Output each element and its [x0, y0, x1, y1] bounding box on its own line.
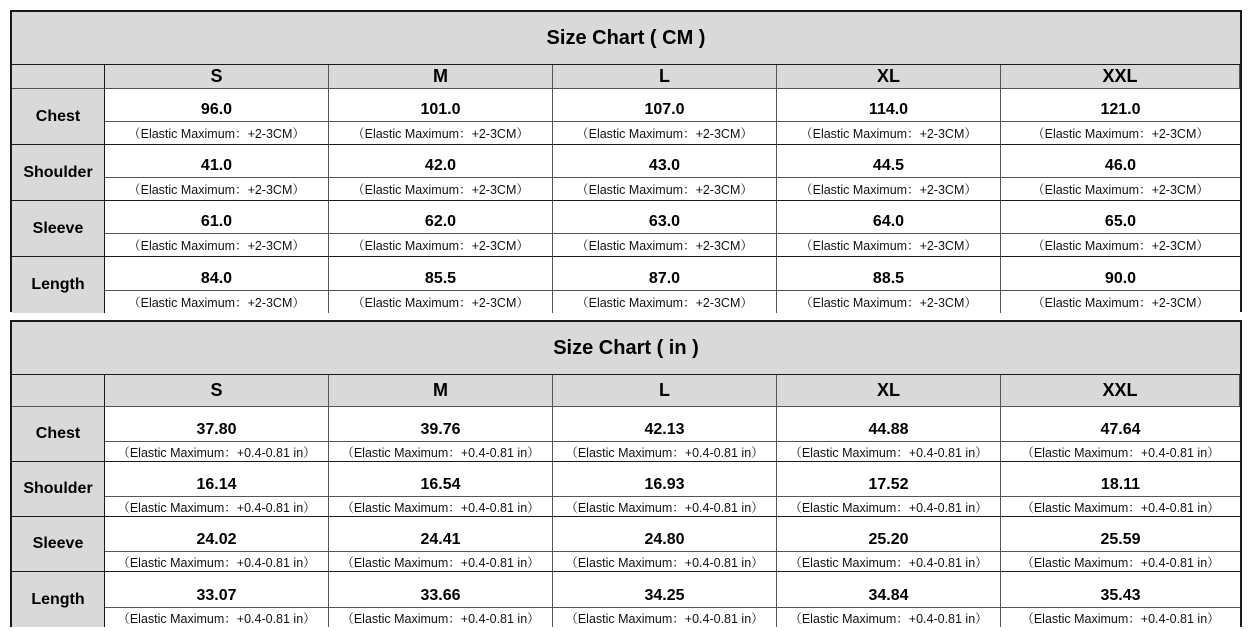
table-cell	[777, 201, 1001, 257]
cell-value: 46.0	[1104, 157, 1137, 174]
elastic-note: （Elastic Maximum：+0.4-0.81 in）	[553, 551, 776, 571]
cell-value: 34.84	[868, 587, 909, 604]
cell-value: 39.76	[420, 421, 461, 438]
cell-value: 61.0	[200, 213, 233, 230]
table-cell	[105, 89, 329, 145]
table-cell	[329, 407, 553, 462]
cell-value: 62.0	[424, 213, 457, 230]
cell-value: 114.0	[868, 101, 909, 118]
table-cell	[329, 89, 553, 145]
elastic-note: （Elastic Maximum：+0.4-0.81 in）	[777, 607, 1000, 627]
table-cell	[777, 257, 1001, 313]
elastic-note: （Elastic Maximum：+2-3CM）	[1001, 290, 1240, 313]
elastic-note: （Elastic Maximum：+2-3CM）	[1001, 121, 1240, 144]
size-chart-cm	[10, 10, 1242, 312]
table-cell	[553, 517, 777, 572]
table-cell	[105, 145, 329, 201]
cell-value: 47.64	[1100, 421, 1141, 438]
elastic-note: （Elastic Maximum：+0.4-0.81 in）	[105, 441, 328, 461]
table-cell	[105, 572, 329, 627]
size-header-m: M	[329, 375, 553, 407]
cell-value: 35.43	[1100, 587, 1141, 604]
chart-title: Size Chart ( in )	[12, 322, 1240, 375]
elastic-note: （Elastic Maximum：+2-3CM）	[329, 233, 552, 256]
elastic-note: （Elastic Maximum：+2-3CM）	[329, 290, 552, 313]
cell-value: 63.0	[648, 213, 681, 230]
size-chart-in	[10, 320, 1242, 627]
row-label-chest: Chest	[12, 89, 105, 145]
size-table	[12, 375, 1240, 627]
size-header-xl: XL	[777, 375, 1001, 407]
elastic-note: （Elastic Maximum：+0.4-0.81 in）	[553, 607, 776, 627]
table-cell	[1001, 572, 1240, 627]
row-label-shoulder: Shoulder	[12, 462, 105, 517]
table-cell	[777, 517, 1001, 572]
table-cell	[777, 407, 1001, 462]
cell-value: 84.0	[200, 270, 233, 287]
cell-value: 88.5	[872, 270, 905, 287]
table-cell	[553, 407, 777, 462]
elastic-note: （Elastic Maximum：+0.4-0.81 in）	[553, 441, 776, 461]
table-cell	[329, 572, 553, 627]
cell-value: 121.0	[1100, 101, 1141, 118]
cell-value: 65.0	[1104, 213, 1137, 230]
table-cell	[553, 572, 777, 627]
table-cell	[329, 145, 553, 201]
size-header-xxl: XXL	[1001, 375, 1240, 407]
cell-value: 44.5	[872, 157, 905, 174]
cell-value: 33.66	[420, 587, 461, 604]
elastic-note: （Elastic Maximum：+0.4-0.81 in）	[777, 551, 1000, 571]
elastic-note: （Elastic Maximum：+2-3CM）	[105, 121, 328, 144]
size-header-xxl: XXL	[1001, 65, 1240, 89]
elastic-note: （Elastic Maximum：+0.4-0.81 in）	[105, 607, 328, 627]
cell-value: 87.0	[648, 270, 681, 287]
cell-value: 16.14	[196, 476, 237, 493]
table-cell	[329, 257, 553, 313]
cell-value: 24.41	[420, 531, 461, 548]
elastic-note: （Elastic Maximum：+2-3CM）	[1001, 233, 1240, 256]
cell-value: 44.88	[868, 421, 909, 438]
cell-value: 16.93	[644, 476, 685, 493]
corner-cell	[12, 65, 105, 89]
cell-value: 42.13	[644, 421, 685, 438]
table-cell	[1001, 407, 1240, 462]
table-cell	[1001, 462, 1240, 517]
size-header-s: S	[105, 65, 329, 89]
table-cell	[105, 517, 329, 572]
chart-title: Size Chart ( CM )	[12, 12, 1240, 65]
table-cell	[553, 89, 777, 145]
cell-value: 24.80	[644, 531, 685, 548]
row-label-sleeve: Sleeve	[12, 517, 105, 572]
elastic-note: （Elastic Maximum：+2-3CM）	[553, 177, 776, 200]
cell-value: 18.11	[1100, 476, 1141, 493]
elastic-note: （Elastic Maximum：+0.4-0.81 in）	[329, 551, 552, 571]
table-cell	[553, 145, 777, 201]
elastic-note: （Elastic Maximum：+0.4-0.81 in）	[1001, 607, 1240, 627]
size-header-m: M	[329, 65, 553, 89]
elastic-note: （Elastic Maximum：+0.4-0.81 in）	[105, 496, 328, 516]
elastic-note: （Elastic Maximum：+2-3CM）	[105, 177, 328, 200]
elastic-note: （Elastic Maximum：+2-3CM）	[777, 290, 1000, 313]
table-cell	[105, 462, 329, 517]
cell-value: 41.0	[200, 157, 233, 174]
cell-value: 96.0	[200, 101, 233, 118]
elastic-note: （Elastic Maximum：+2-3CM）	[329, 177, 552, 200]
table-cell	[1001, 89, 1240, 145]
table-cell	[777, 89, 1001, 145]
elastic-note: （Elastic Maximum：+2-3CM）	[777, 121, 1000, 144]
elastic-note: （Elastic Maximum：+0.4-0.81 in）	[1001, 441, 1240, 461]
cell-value: 17.52	[868, 476, 909, 493]
cell-value: 34.25	[644, 587, 685, 604]
elastic-note: （Elastic Maximum：+0.4-0.81 in）	[553, 496, 776, 516]
table-cell	[777, 145, 1001, 201]
table-cell	[105, 407, 329, 462]
elastic-note: （Elastic Maximum：+0.4-0.81 in）	[1001, 496, 1240, 516]
elastic-note: （Elastic Maximum：+0.4-0.81 in）	[777, 441, 1000, 461]
table-cell	[105, 201, 329, 257]
table-cell	[329, 201, 553, 257]
row-label-chest: Chest	[12, 407, 105, 462]
cell-value: 43.0	[648, 157, 681, 174]
cell-value: 33.07	[196, 587, 237, 604]
table-cell	[553, 201, 777, 257]
elastic-note: （Elastic Maximum：+2-3CM）	[553, 121, 776, 144]
size-header-l: L	[553, 375, 777, 407]
table-cell	[553, 462, 777, 517]
cell-value: 101.0	[420, 101, 461, 118]
cell-value: 64.0	[872, 213, 905, 230]
size-header-s: S	[105, 375, 329, 407]
table-cell	[777, 572, 1001, 627]
corner-cell	[12, 375, 105, 407]
table-cell	[1001, 201, 1240, 257]
table-cell	[329, 517, 553, 572]
elastic-note: （Elastic Maximum：+2-3CM）	[777, 177, 1000, 200]
cell-value: 90.0	[1104, 270, 1137, 287]
row-label-shoulder: Shoulder	[12, 145, 105, 201]
table-cell	[1001, 257, 1240, 313]
cell-value: 24.02	[196, 531, 237, 548]
elastic-note: （Elastic Maximum：+0.4-0.81 in）	[1001, 551, 1240, 571]
elastic-note: （Elastic Maximum：+2-3CM）	[777, 233, 1000, 256]
cell-value: 25.59	[1100, 531, 1141, 548]
table-cell	[777, 462, 1001, 517]
cell-value: 25.20	[868, 531, 909, 548]
elastic-note: （Elastic Maximum：+0.4-0.81 in）	[329, 441, 552, 461]
elastic-note: （Elastic Maximum：+2-3CM）	[105, 290, 328, 313]
cell-value: 42.0	[424, 157, 457, 174]
elastic-note: （Elastic Maximum：+2-3CM）	[553, 290, 776, 313]
elastic-note: （Elastic Maximum：+0.4-0.81 in）	[777, 496, 1000, 516]
size-header-xl: XL	[777, 65, 1001, 89]
table-cell	[553, 257, 777, 313]
table-cell	[1001, 145, 1240, 201]
elastic-note: （Elastic Maximum：+0.4-0.81 in）	[105, 551, 328, 571]
elastic-note: （Elastic Maximum：+0.4-0.81 in）	[329, 496, 552, 516]
elastic-note: （Elastic Maximum：+2-3CM）	[1001, 177, 1240, 200]
size-table	[12, 65, 1240, 313]
cell-value: 85.5	[424, 270, 457, 287]
table-cell	[329, 462, 553, 517]
row-label-sleeve: Sleeve	[12, 201, 105, 257]
size-header-l: L	[553, 65, 777, 89]
elastic-note: （Elastic Maximum：+2-3CM）	[553, 233, 776, 256]
elastic-note: （Elastic Maximum：+2-3CM）	[105, 233, 328, 256]
table-cell	[1001, 517, 1240, 572]
elastic-note: （Elastic Maximum：+0.4-0.81 in）	[329, 607, 552, 627]
cell-value: 107.0	[644, 101, 685, 118]
elastic-note: （Elastic Maximum：+2-3CM）	[329, 121, 552, 144]
cell-value: 37.80	[196, 421, 237, 438]
table-cell	[105, 257, 329, 313]
row-label-length: Length	[12, 572, 105, 627]
row-label-length: Length	[12, 257, 105, 313]
cell-value: 16.54	[420, 476, 461, 493]
